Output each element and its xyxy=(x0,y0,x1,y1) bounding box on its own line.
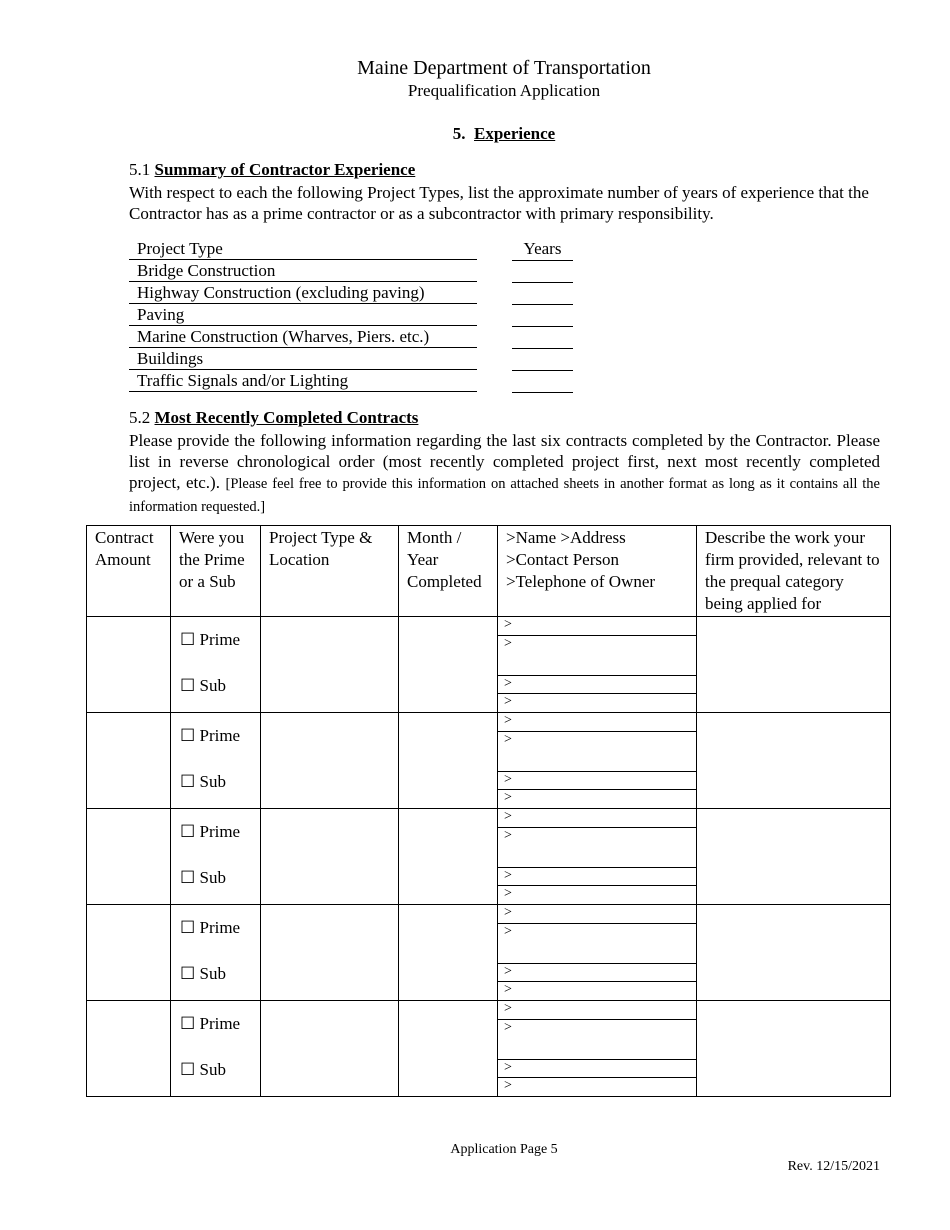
owner-contact-field[interactable]: > xyxy=(498,1060,696,1078)
revision-date: Rev. 12/15/2021 xyxy=(787,1159,880,1174)
page-number: Application Page 5 xyxy=(450,1142,558,1157)
owner-contact-field[interactable]: > xyxy=(498,868,696,886)
project-type-row: Marine Construction (Wharves, Piers. etc.) xyxy=(129,326,477,348)
owner-name-field[interactable]: > xyxy=(498,1001,696,1020)
owner-telephone-field[interactable]: > xyxy=(504,982,512,997)
years-header: Years xyxy=(512,238,573,261)
work-description-cell[interactable] xyxy=(697,1001,891,1097)
sub-checkbox[interactable]: ☐ Sub xyxy=(180,868,226,887)
contract-row xyxy=(87,1001,891,1097)
owner-contact-field[interactable]: > xyxy=(498,676,696,694)
project-type-row: Highway Construction (excluding paving) xyxy=(129,282,477,304)
owner-address-field[interactable]: > xyxy=(498,828,696,868)
contract-amount-cell[interactable] xyxy=(87,905,171,1001)
contract-row xyxy=(87,713,891,809)
work-description-cell[interactable] xyxy=(697,617,891,713)
col-prime-or-sub: Were you the Prime or a Sub xyxy=(171,526,261,617)
section-title xyxy=(0,124,950,144)
prime-checkbox[interactable]: ☐ Prime xyxy=(180,918,241,937)
years-field[interactable] xyxy=(512,304,573,327)
owner-name-field[interactable]: > xyxy=(498,905,696,924)
project-type-row: Traffic Signals and/or Lighting xyxy=(129,370,477,392)
prime-checkbox[interactable]: ☐ Prime xyxy=(180,822,241,841)
project-type-location-cell[interactable] xyxy=(261,617,399,713)
contract-amount-cell[interactable] xyxy=(87,617,171,713)
prime-checkbox[interactable]: ☐ Prime xyxy=(180,726,241,745)
project-type-row: Buildings xyxy=(129,348,477,370)
prime-sub-cell xyxy=(171,713,261,809)
owner-info-cell xyxy=(498,1001,697,1097)
contracts-table xyxy=(86,525,891,1097)
prime-sub-cell xyxy=(171,809,261,905)
summary-heading xyxy=(129,160,415,180)
years-field[interactable] xyxy=(512,348,573,371)
col-month-year: Month / Year Completed xyxy=(399,526,498,617)
contract-amount-cell[interactable] xyxy=(87,1001,171,1097)
years-field[interactable] xyxy=(512,282,573,305)
work-description-cell[interactable] xyxy=(697,809,891,905)
sub-checkbox[interactable]: ☐ Sub xyxy=(180,1060,226,1079)
contracts-note: [Please feel free to provide this information on attached sheets in another format as long as it contains all the information requested.] xyxy=(129,476,880,515)
years-field[interactable] xyxy=(512,370,573,393)
contract-row xyxy=(87,905,891,1001)
owner-contact-field[interactable]: > xyxy=(498,772,696,790)
owner-telephone-field[interactable]: > xyxy=(504,790,512,805)
contracts-intro-text: Please provide the following information regarding the last six contracts completed by the Contractor. Please list in reverse chronological order (most recently completed project first, next most recently completed project, etc.). xyxy=(129,431,880,492)
owner-contact-field[interactable]: > xyxy=(498,964,696,982)
work-description-cell[interactable] xyxy=(697,713,891,809)
owner-name-field[interactable]: > xyxy=(498,809,696,828)
col-owner-info: >Name >Address >Contact Person >Telephone of Owner xyxy=(498,526,697,617)
prime-sub-cell xyxy=(171,617,261,713)
col-project-type-location: Project Type & Location xyxy=(261,526,399,617)
contract-row xyxy=(87,617,891,713)
sub-checkbox[interactable]: ☐ Sub xyxy=(180,964,226,983)
summary-title: Summary of Contractor Experience xyxy=(154,160,416,179)
project-type-row: Paving xyxy=(129,304,477,326)
contracts-header-row xyxy=(87,526,891,617)
contracts-number: 5.2 xyxy=(129,408,151,427)
owner-name-field[interactable]: > xyxy=(498,713,696,732)
prime-sub-cell xyxy=(171,1001,261,1097)
work-description-cell[interactable] xyxy=(697,905,891,1001)
owner-info-cell xyxy=(498,809,697,905)
agency-name: Maine Department of Transportation xyxy=(357,57,651,79)
section-number: 5. xyxy=(452,124,466,143)
project-type-location-cell[interactable] xyxy=(261,905,399,1001)
contract-amount-cell[interactable] xyxy=(87,713,171,809)
project-type-location-cell[interactable] xyxy=(261,809,399,905)
prime-sub-cell xyxy=(171,905,261,1001)
month-year-cell[interactable] xyxy=(399,809,498,905)
owner-telephone-field[interactable]: > xyxy=(504,1078,512,1093)
owner-address-field[interactable]: > xyxy=(498,1020,696,1060)
owner-telephone-field[interactable]: > xyxy=(504,886,512,901)
contract-row xyxy=(87,809,891,905)
month-year-cell[interactable] xyxy=(399,713,498,809)
owner-telephone-field[interactable]: > xyxy=(504,694,512,709)
section-heading: Experience xyxy=(474,124,556,143)
month-year-cell[interactable] xyxy=(399,1001,498,1097)
col-contract-amount: Contract Amount xyxy=(87,526,171,617)
project-type-row: Bridge Construction xyxy=(129,260,477,282)
prime-checkbox[interactable]: ☐ Prime xyxy=(180,1014,241,1033)
sub-checkbox[interactable]: ☐ Sub xyxy=(180,772,226,791)
month-year-cell[interactable] xyxy=(399,905,498,1001)
contracts-heading xyxy=(129,408,418,428)
owner-info-cell xyxy=(498,905,697,1001)
owner-address-field[interactable]: > xyxy=(498,924,696,964)
prime-checkbox[interactable]: ☐ Prime xyxy=(180,630,241,649)
summary-intro: With respect to each the following Project Types, list the approximate number of years of experience that the Contractor has as a prime contractor or as a subcontractor with primary responsibility. xyxy=(129,183,869,223)
contract-amount-cell[interactable] xyxy=(87,809,171,905)
owner-address-field[interactable]: > xyxy=(498,732,696,772)
contracts-title: Most Recently Completed Contracts xyxy=(154,408,419,427)
summary-number: 5.1 xyxy=(129,160,151,179)
years-field[interactable] xyxy=(512,260,573,283)
owner-info-cell xyxy=(498,713,697,809)
owner-address-field[interactable]: > xyxy=(498,636,696,676)
contracts-intro xyxy=(129,430,880,518)
sub-checkbox[interactable]: ☐ Sub xyxy=(180,676,226,695)
col-work-description: Describe the work your firm provided, relevant to the prequal category being applied for xyxy=(697,526,891,617)
project-type-header: Project Type xyxy=(129,238,477,260)
years-field[interactable] xyxy=(512,326,573,349)
project-type-location-cell[interactable] xyxy=(261,713,399,809)
document-subtitle: Prequalification Application xyxy=(407,81,601,100)
owner-info-cell xyxy=(498,617,697,713)
month-year-cell[interactable] xyxy=(399,617,498,713)
owner-name-field[interactable]: > xyxy=(498,617,696,636)
project-type-location-cell[interactable] xyxy=(261,1001,399,1097)
